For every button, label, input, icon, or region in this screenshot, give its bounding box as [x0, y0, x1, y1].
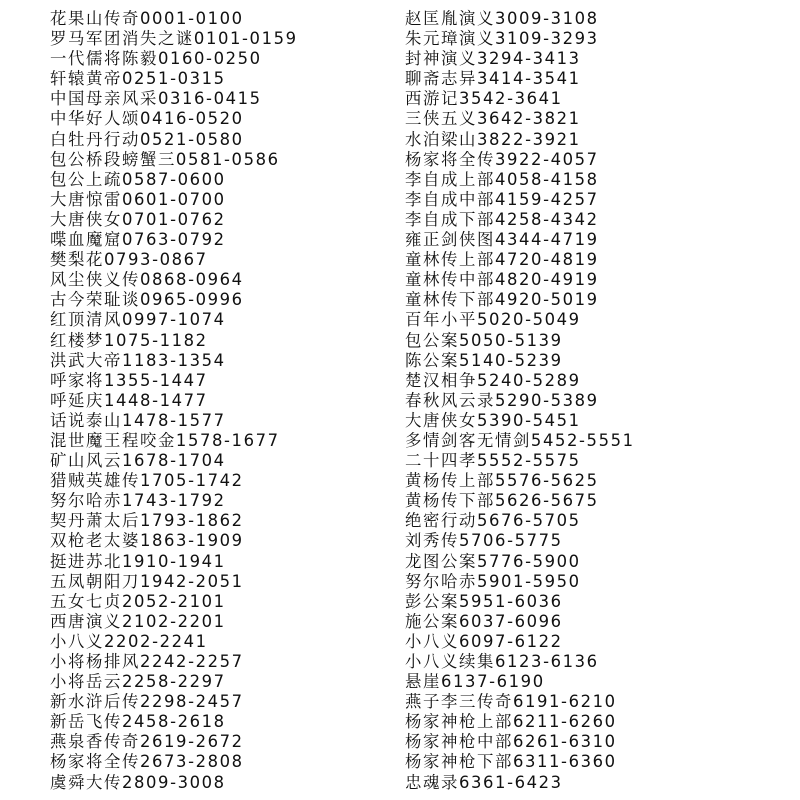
list-item: 红顶清风0997-1074	[50, 310, 226, 330]
list-item: 小八义6097-6122	[405, 631, 563, 651]
list-item: 小八义2202-2241	[50, 631, 208, 651]
list-item: 黄杨传下部5626-5675	[405, 491, 599, 511]
list-item: 呼家将1355-1447	[50, 370, 208, 390]
list-item: 杨家神枪上部6211-6260	[405, 712, 617, 732]
list-item: 陈公案5140-5239	[405, 350, 563, 370]
list-item: 彭公案5951-6036	[405, 591, 563, 611]
list-item: 龙图公案5776-5900	[405, 551, 581, 571]
list-item: 绝密行动5676-5705	[405, 511, 581, 531]
list-item: 小八义续集6123-6136	[405, 652, 599, 671]
list-item: 刘秀传5706-5775	[405, 531, 563, 551]
list-item: 燕泉香传奇2619-2672	[50, 732, 244, 752]
list-item: 杨家神枪下部6311-6360	[405, 752, 617, 772]
list-item: 契丹萧太后1793-1862	[50, 511, 244, 531]
list-item: 小将杨排风2242-2257	[50, 652, 244, 671]
list-item: 混世魔王程咬金1578-1677	[50, 430, 280, 450]
list-item: 小将岳云2258-2297	[50, 672, 226, 692]
list-item: 猎贼英雄传1705-1742	[50, 471, 244, 491]
list-item: 虞舜大传2809-3008	[50, 772, 226, 792]
list-item: 童林传下部4920-5019	[405, 290, 599, 310]
list-item: 黄杨传上部5576-5625	[405, 471, 599, 491]
program-list-right-column	[405, 9, 800, 793]
list-item: 包公桥段螃蟹三0581-0586	[50, 149, 280, 169]
list-item: 童林传上部4720-4819	[405, 250, 599, 270]
list-item: 话说泰山1478-1577	[50, 410, 226, 430]
list-item: 童林传中部4820-4919	[405, 270, 599, 290]
list-item: 施公案6037-6096	[405, 611, 563, 631]
list-item: 包公上疏0587-0600	[50, 169, 226, 189]
list-item: 李自成下部4258-4342	[405, 209, 599, 229]
list-item: 五凤朝阳刀1942-2051	[50, 571, 244, 591]
list-item: 新岳飞传2458-2618	[50, 712, 226, 732]
list-item: 努尔哈赤1743-1792	[50, 491, 226, 511]
list-item: 聊斋志异3414-3541	[405, 69, 581, 89]
list-item: 楚汉相争5240-5289	[405, 370, 581, 390]
list-item: 三侠五义3642-3821	[405, 109, 581, 129]
list-item: 花果山传奇0001-0100	[50, 9, 244, 28]
list-item: 西唐演义2102-2201	[50, 611, 226, 631]
list-item: 悬崖6137-6190	[405, 672, 545, 692]
list-item: 水泊梁山3822-3921	[405, 129, 581, 149]
list-item: 新水浒后传2298-2457	[50, 692, 244, 712]
list-item: 西游记3542-3641	[405, 89, 563, 109]
list-item: 红楼梦1075-1182	[50, 330, 208, 350]
list-item: 二十四孝5552-5575	[405, 451, 581, 471]
list-item: 努尔哈赤5901-5950	[405, 571, 581, 591]
list-item: 五女七贞2052-2101	[50, 591, 226, 611]
list-item: 包公案5050-5139	[405, 330, 563, 350]
list-item: 洪武大帝1183-1354	[50, 350, 226, 370]
list-item: 李自成中部4159-4257	[405, 189, 599, 209]
list-item: 多情剑客无情剑5452-5551	[405, 430, 635, 450]
list-item: 中华好人颂0416-0520	[50, 109, 244, 129]
list-item: 双枪老太婆1863-1909	[50, 531, 244, 551]
list-item: 百年小平5020-5049	[405, 310, 581, 330]
list-item: 杨家将全传2673-2808	[50, 752, 244, 772]
list-item: 喋血魔窟0763-0792	[50, 230, 226, 250]
list-item: 雍正剑侠图4344-4719	[405, 230, 599, 250]
list-item: 赵匡胤演义3009-3108	[405, 9, 599, 28]
list-item: 大唐侠女5390-5451	[405, 410, 581, 430]
list-item: 矿山风云1678-1704	[50, 451, 226, 471]
list-item: 中国母亲风采0316-0415	[50, 89, 262, 109]
program-list-left-column	[50, 9, 400, 793]
list-item: 一代儒将陈毅0160-0250	[50, 49, 262, 69]
list-item: 白牡丹行动0521-0580	[50, 129, 244, 149]
list-item: 轩辕黄帝0251-0315	[50, 69, 226, 89]
list-item: 樊梨花0793-0867	[50, 250, 208, 270]
list-item: 燕子李三传奇6191-6210	[405, 692, 617, 712]
list-item: 春秋风云录5290-5389	[405, 390, 599, 410]
list-item: 朱元璋演义3109-3293	[405, 29, 599, 49]
list-item: 风尘侠义传0868-0964	[50, 270, 244, 290]
list-item: 呼延庆1448-1477	[50, 390, 208, 410]
list-item: 忠魂录6361-6423	[405, 772, 563, 792]
list-item: 挺进苏北1910-1941	[50, 551, 226, 571]
list-item: 李自成上部4058-4158	[405, 169, 599, 189]
list-item: 古今荣耻谈0965-0996	[50, 290, 244, 310]
list-item: 罗马军团消失之谜0101-0159	[50, 29, 298, 49]
list-item: 杨家神枪中部6261-6310	[405, 732, 617, 752]
list-item: 杨家将全传3922-4057	[405, 149, 599, 169]
list-item: 大唐惊雷0601-0700	[50, 189, 226, 209]
list-item: 封神演义3294-3413	[405, 49, 581, 69]
list-item: 大唐侠女0701-0762	[50, 209, 226, 229]
